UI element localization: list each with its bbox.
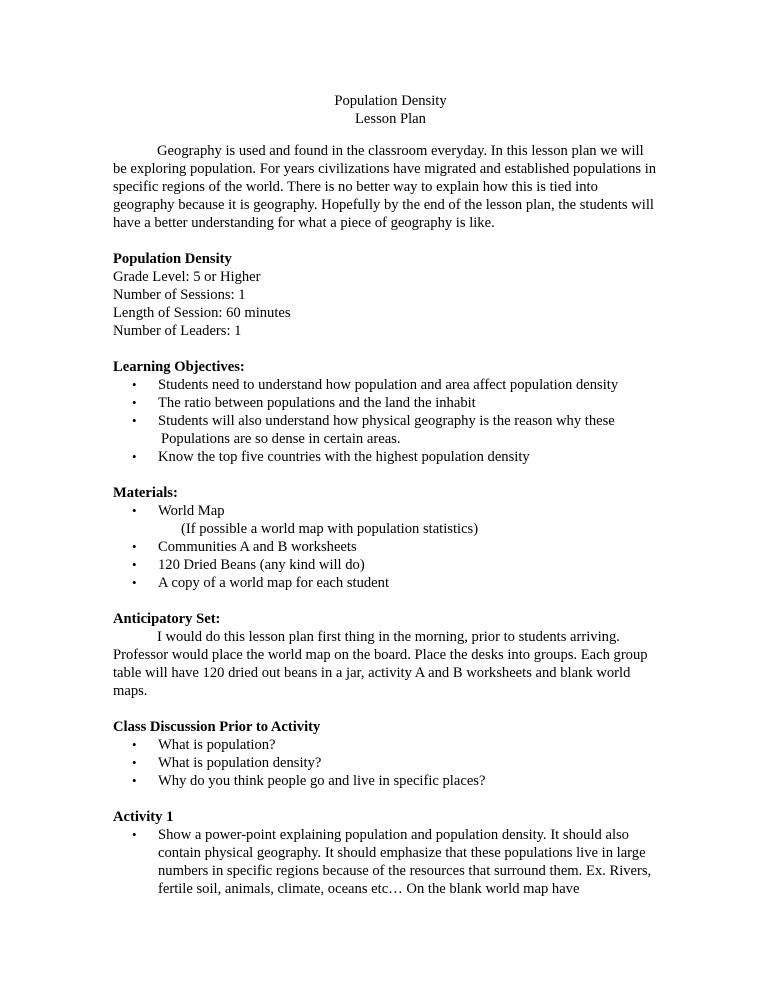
bullet-icon: •: [132, 539, 137, 554]
session-length: Length of Session: 60 minutes: [113, 305, 291, 321]
bullet-icon: •: [132, 737, 137, 752]
document-title: Population Density: [334, 93, 447, 109]
objectives-list: [113, 376, 658, 430]
anticipatory-paragraph: I would do this lesson plan first thing in the morning, prior to students arriving. Professor would place the world map on the board. Place the desks into groups. Each group table will have 120 dried out beans in a jar, activity A and B worksheets and blank world maps.: [113, 629, 648, 699]
list-item: • 120 Dried Beans (any kind will do): [132, 557, 365, 573]
bullet-icon: •: [132, 755, 137, 770]
bullet-icon: •: [132, 377, 137, 392]
details-heading: Population Density: [113, 251, 232, 267]
bullet-icon: •: [132, 503, 137, 518]
list-item: • World Map: [132, 503, 225, 519]
materials-list: [113, 502, 658, 520]
list-item: • Students will also understand how physical geography is the reason why these: [132, 413, 615, 429]
bullet-icon: •: [132, 575, 137, 590]
anticipatory-heading: Anticipatory Set:: [113, 611, 221, 627]
document-page: [113, 92, 658, 898]
bullet-icon: •: [132, 449, 137, 464]
list-item: • What is population?: [132, 737, 276, 753]
bullet-icon: •: [132, 827, 137, 842]
list-item: • Communities A and B worksheets: [132, 539, 357, 555]
intro-paragraph: Geography is used and found in the classroom everyday. In this lesson plan we will be exploring population. For years civilizations have migrated and established populations in specific regions of the world. There is no better way to explain how this is tied into geography because it is geography. Hopefully by the end of the lesson plan, the students will have a better understanding for what a piece of geography is like.: [113, 143, 657, 231]
objectives-heading: Learning Objectives:: [113, 359, 245, 375]
list-item: • Show a power-point explaining population and population density. It should also contain physical geography. It should emphasize that these populations live in large numbers in specific regions because of the resources that surround them. Ex. Rivers, fertile soil, animals, climate, oceans etc… On the blank world map have: [132, 827, 652, 897]
list-item: • The ratio between populations and the land the inhabit: [132, 395, 476, 411]
bullet-icon: •: [132, 773, 137, 788]
document-subtitle: Lesson Plan: [355, 111, 426, 127]
number-of-sessions: Number of Sessions: 1: [113, 287, 246, 303]
bullet-icon: •: [132, 413, 137, 428]
discussion-list: [113, 736, 658, 790]
list-item: • A copy of a world map for each student: [132, 575, 389, 591]
number-of-leaders: Number of Leaders: 1: [113, 323, 242, 339]
list-item: • What is population density?: [132, 755, 322, 771]
activity1-list: [113, 826, 658, 898]
discussion-heading: Class Discussion Prior to Activity: [113, 719, 321, 735]
activity1-heading: Activity 1: [113, 809, 174, 825]
bullet-icon: •: [132, 557, 137, 572]
list-item: • Why do you think people go and live in specific places?: [132, 773, 486, 789]
materials-heading: Materials:: [113, 485, 178, 501]
list-item: • Know the top five countries with the highest population density: [132, 449, 530, 465]
materials-note: (If possible a world map with population statistics): [181, 521, 479, 537]
list-item: • Students need to understand how population and area affect population density: [132, 377, 619, 393]
bullet-icon: •: [132, 395, 137, 410]
list-item-continuation: Populations are so dense in certain areas.: [161, 431, 401, 447]
grade-level: Grade Level: 5 or Higher: [113, 269, 261, 285]
